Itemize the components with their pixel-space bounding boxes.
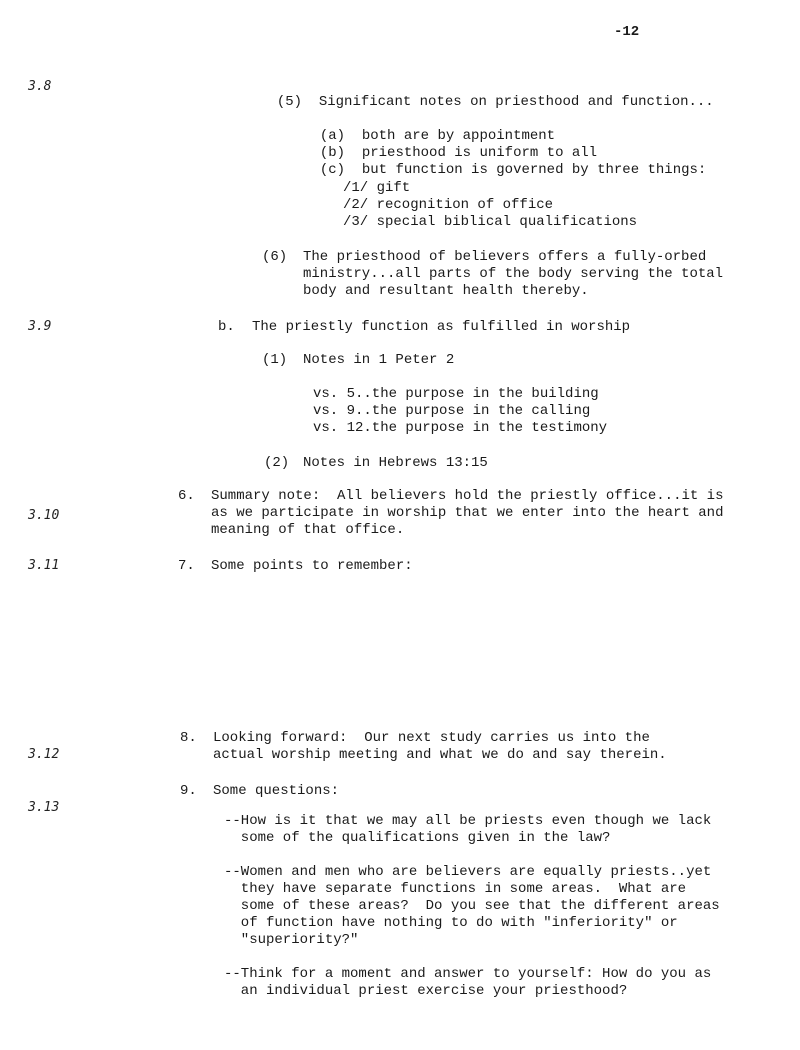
item-label: (b): [319, 145, 346, 161]
item-text: Notes in Hebrews 13:15: [303, 455, 488, 471]
question-line: an individual priest exercise your priesthood?: [224, 983, 628, 999]
item-5: [260, 77, 714, 111]
question-line: --Women and men who are believers are equally priests..yet: [224, 864, 712, 880]
section-heading: The priestly function as fulfilled in worship: [252, 319, 631, 335]
item-label: (6): [262, 249, 288, 265]
item-text: Significant notes on priesthood and function...: [318, 94, 714, 110]
item-text: Some questions:: [213, 783, 340, 799]
verse-note: vs. 9..the purpose in the calling: [313, 403, 591, 419]
item-text: Some points to remember:: [211, 558, 413, 574]
sub-item: /1/ gift: [343, 180, 411, 196]
margin-ref: 3.8: [28, 79, 52, 94]
question-line: --How is it that we may all be priests even though we lack: [224, 813, 712, 829]
item-label: (1): [262, 352, 288, 368]
question-line: "superiority?": [224, 932, 359, 948]
item-text: both are by appointment: [361, 128, 556, 144]
page-number: -12: [614, 24, 640, 40]
paragraph-line: actual worship meeting and what we do and say therein.: [213, 747, 667, 763]
item-label: (5): [276, 94, 303, 110]
verse-note: vs. 12.the purpose in the testimony: [313, 420, 608, 436]
item-5c: [303, 145, 706, 179]
item-text: but function is governed by three things:: [361, 162, 707, 178]
item-label: 6.: [178, 488, 195, 504]
verse-note: vs. 5..the purpose in the building: [313, 386, 599, 402]
paragraph-line: as we participate in worship that we enter into the heart and: [211, 505, 724, 521]
question-line: some of these areas? Do you see that the different areas: [224, 898, 720, 914]
question-line: --Think for a moment and answer to yourself: How do you as: [224, 966, 712, 982]
paragraph-line: ministry...all parts of the body serving the total: [303, 266, 724, 282]
sub-item: /3/ special biblical qualifications: [343, 214, 638, 230]
margin-ref: 3.12: [28, 747, 60, 762]
item-label: 9.: [180, 783, 197, 799]
margin-ref: 3.10: [28, 508, 60, 523]
paragraph-line: The priesthood of believers offers a fully-orbed: [303, 249, 707, 265]
sub-item: /2/ recognition of office: [343, 197, 554, 213]
margin-ref: 3.13: [28, 800, 60, 815]
item-text: priesthood is uniform to all: [361, 145, 598, 161]
item-label: 7.: [178, 558, 195, 574]
question-line: they have separate functions in some areas. What are: [224, 881, 687, 897]
paragraph-line: body and resultant health thereby.: [303, 283, 589, 299]
item-label: b.: [218, 319, 235, 335]
item-label: 8.: [180, 730, 197, 746]
paragraph-line: Summary note: All believers hold the priestly office...it is: [211, 488, 724, 504]
margin-ref: 3.9: [28, 319, 52, 334]
question-line: of function have nothing to do with "inferiority" or: [224, 915, 678, 931]
item-label: (2): [264, 455, 290, 471]
item-label: (a): [319, 128, 346, 144]
margin-ref: 3.11: [28, 558, 60, 573]
item-text: Notes in 1 Peter 2: [303, 352, 455, 368]
paragraph-line: Looking forward: Our next study carries us into the: [213, 730, 650, 746]
paragraph-line: meaning of that office.: [211, 522, 405, 538]
item-label: (c): [319, 162, 346, 178]
question-line: some of the qualifications given in the law?: [224, 830, 611, 846]
